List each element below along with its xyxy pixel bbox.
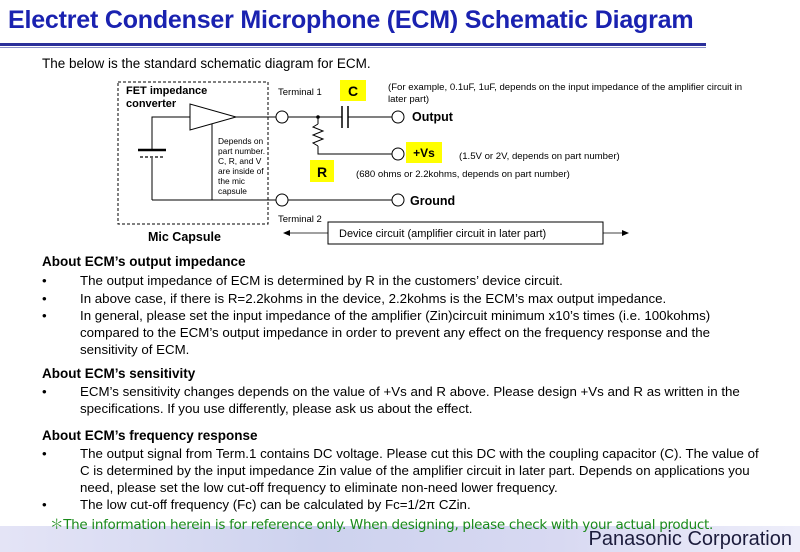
c-note-1: (For example, 0.1uF, 1uF, depends on the input impedance of the amplifier circuit in (388, 82, 743, 93)
bullet-icon: • (42, 384, 47, 399)
fet-label-2: converter (126, 98, 177, 110)
output-label: Output (412, 110, 453, 124)
vs-label: +Vs (413, 146, 435, 160)
arrow-head-right (622, 230, 629, 236)
brand-logo-text: Panasonic Corporation (588, 528, 792, 550)
section-heading-output-impedance: About ECM’s output impedance (42, 254, 246, 269)
bullet-icon: • (42, 446, 47, 461)
disclaimer-text: ＊The information herein is for reference only. When designing, please check with your actual product. (50, 517, 714, 533)
bullet-text: The output signal from Term.1 contains DC voltage. Please cut this DC with the coupling capacitor (C). The value of C is determined by the input impedance Zin value of the amplifier circuit in later part. Depends on applications you need, please set the low cut-off frequency to eliminate non-need lower frequency. (80, 446, 759, 495)
vs-note: (1.5V or 2V, depends on part number) (459, 151, 620, 162)
terminal1-label: Terminal 1 (278, 87, 322, 98)
wire-capsule-fet (152, 117, 190, 150)
bullet-icon: • (42, 497, 47, 512)
mic-capsule-label: Mic Capsule (148, 230, 221, 244)
bullet-text: In above case, if there is R=2.2kohms in the device, 2.2kohms is the ECM’s max output impedance. (80, 291, 667, 306)
bullet-text: In general, please set the input impedance of the amplifier (Zin)circuit minimum x10’s times (i.e. 100kohms) compared to the ECM’s output impedance in order to prevent any effect on the frequency response and the sensitivity of ECM. (80, 308, 711, 357)
depends-line-3: C, R, and V (218, 156, 262, 166)
bullet-text: The low cut-off frequency (Fc) can be calculated by Fc=1/2π CZin. (80, 497, 471, 512)
fet-label-1: FET impedance (126, 85, 208, 97)
section-heading-frequency-response: About ECM’s frequency response (42, 428, 258, 443)
terminal1-node (276, 111, 288, 123)
arrow-head-left (283, 230, 290, 236)
terminal2-label: Terminal 2 (278, 214, 322, 225)
resistor-symbol (313, 124, 323, 146)
page-title: Electret Condenser Microphone (ECM) Schematic Diagram (8, 6, 694, 34)
ground-node (392, 194, 404, 206)
terminal2-node (276, 194, 288, 206)
fet-amplifier-symbol (190, 104, 236, 130)
depends-line-5: the mic (218, 176, 245, 186)
r-label: R (316, 164, 328, 180)
bullet-text: ECM’s sensitivity changes depends on the value of +Vs and R above. Please design +Vs and R as written in the specifications. If you use differently, please ask us about the effect. (80, 384, 740, 416)
depends-line-6: capsule (218, 186, 247, 196)
ground-label: Ground (410, 194, 456, 208)
bullet-icon: • (42, 273, 47, 288)
junction-dot (316, 115, 320, 119)
bullet-icon: • (42, 308, 47, 323)
wire-resistor-vs (318, 146, 392, 154)
depends-line-2: part number. (218, 146, 266, 156)
intro-text: The below is the standard schematic diagram for ECM. (42, 56, 371, 71)
bullet-icon: • (42, 291, 47, 306)
device-circuit-label: Device circuit (amplifier circuit in later part) (339, 228, 547, 240)
r-note: (680 ohms or 2.2kohms, depends on part number) (356, 169, 570, 180)
output-node (392, 111, 404, 123)
c-note-2: later part) (388, 94, 430, 105)
vs-node (392, 148, 404, 160)
section-heading-sensitivity: About ECM’s sensitivity (42, 366, 196, 381)
depends-line-4: are inside of (218, 166, 264, 176)
bullet-text: The output impedance of ECM is determined by R in the customers’ device circuit. (80, 273, 563, 288)
depends-line-1: Depends on (218, 136, 264, 146)
c-label: C (347, 83, 359, 99)
